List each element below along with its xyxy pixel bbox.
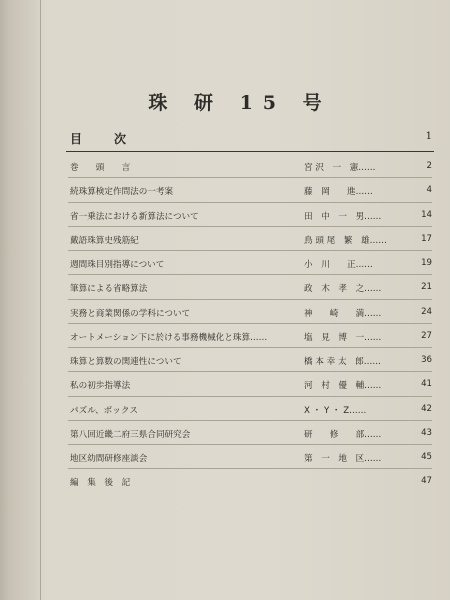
toc-entry (68, 372, 432, 396)
toc-entry-page: 21 (421, 282, 432, 293)
toc-entry (68, 348, 432, 372)
toc-entry-page: 17 (421, 233, 432, 244)
toc-entry-page: 47 (421, 476, 432, 487)
toc-list (68, 154, 432, 493)
toc-entry-title: 省一乗法における新算法について (70, 211, 199, 222)
toc-entry (68, 227, 432, 251)
toc-entry-page: 4 (426, 185, 432, 196)
toc-entry (68, 275, 432, 299)
toc-entry-page: 42 (421, 403, 432, 414)
toc-entry-title: 実務と商業関係の学科について (70, 308, 191, 319)
toc-heading: 目 次 (70, 132, 137, 146)
toc-entry (68, 324, 432, 348)
toc-entry-page: 45 (421, 452, 432, 462)
toc-entry-page: 19 (421, 258, 432, 268)
toc-entry-page: 27 (421, 330, 432, 341)
toc-entry-page: 24 (421, 306, 432, 317)
toc-entry-title: 編 集 後 記 (70, 478, 131, 489)
toc-entry-title: 巻 頭 言 (70, 163, 131, 173)
toc-entry-author: X ・ Y ・ Z…… (304, 405, 367, 416)
toc-entry-title: 珠算と算数の関連性について (70, 357, 182, 367)
toc-entry-page: 2 (426, 161, 432, 171)
toc-entry (68, 397, 432, 421)
toc-entry-title: 筆算による省略算法 (70, 284, 148, 295)
toc-entry (68, 421, 432, 445)
toc-entry-title: 第八回近畿二府三県合同研究会 (70, 429, 191, 440)
toc-entry-title: オートメーション下に於ける事務機械化と珠算…… (70, 332, 268, 343)
toc-entry-author: 橋 本 幸 太 郎…… (304, 357, 381, 367)
toc-entry (68, 445, 432, 469)
toc-entry (68, 300, 432, 324)
toc-entry-author: 田 中 一 男…… (304, 211, 382, 222)
toc-entry-title: 地区幼間研修座談会 (70, 454, 148, 464)
toc-entry-page: 36 (421, 355, 432, 365)
toc-entry-title: 戴語珠算史残筋紀 (70, 235, 139, 246)
toc-entry-page: 41 (421, 379, 432, 390)
toc-entry-author: 研 修 部…… (304, 429, 382, 440)
toc-entry-author: 神 崎 満…… (304, 308, 382, 319)
toc-entry (68, 154, 432, 178)
toc-rule (66, 151, 434, 152)
toc-entry (68, 203, 432, 227)
toc-entry-author: 鳥 頭 尾 繁 雄…… (304, 235, 387, 246)
toc-entry (68, 178, 432, 202)
toc-entry-title: 私の初歩指導法 (70, 381, 131, 392)
toc-heading-page: 1 (425, 131, 432, 142)
page-title: 珠 研 15 号 (148, 92, 332, 114)
toc-entry-author: 河 村 優 輔…… (304, 381, 382, 392)
toc-entry-author: 第 一 地 区…… (304, 454, 382, 464)
toc-entry-author: 政 木 孝 之…… (304, 284, 382, 295)
toc-entry-page: 43 (421, 427, 432, 438)
gutter-line (40, 0, 41, 600)
toc-entry-author: 塩 見 博 一…… (304, 332, 382, 343)
toc-entry-title: 週間珠目別指導について (70, 260, 165, 270)
toc-entry-title: 続珠算検定作問法の一考案 (70, 187, 174, 198)
toc-entry-author: 小 川 正…… (304, 260, 373, 270)
toc-header (70, 127, 432, 149)
toc-entry-page: 14 (421, 209, 432, 220)
toc-entry-title: パズル、ボックス (70, 405, 138, 416)
toc-entry (68, 469, 432, 492)
toc-entry-author: 宮 沢 一 憲…… (304, 163, 376, 173)
toc-entry-author: 藤 岡 進…… (304, 187, 373, 198)
toc-entry (68, 251, 432, 275)
